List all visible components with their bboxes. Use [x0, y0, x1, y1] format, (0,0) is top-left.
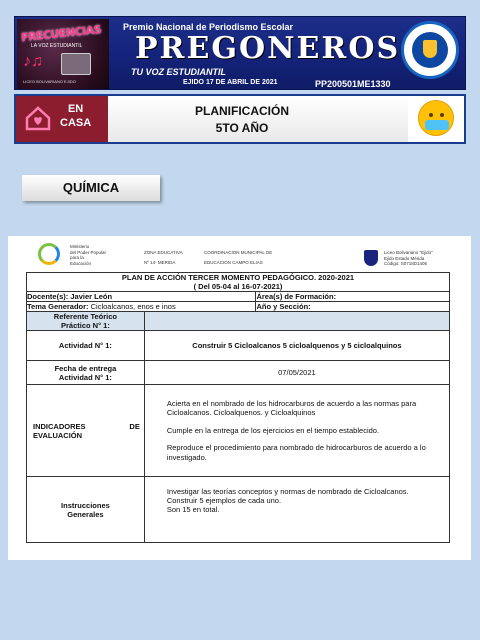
- fecha-line: Fecha de entrega: [54, 363, 117, 373]
- indicador-item: Reproduce el procedimiento para nombrado de hidrocarburos de acuerdo a lo investigado.: [166, 443, 426, 462]
- ministry-line: del Poder Popular: [70, 249, 107, 255]
- ministry-line: Ministerio: [70, 244, 90, 249]
- en-casa-line2: CASA: [60, 117, 92, 129]
- instrucciones-line: Generales: [67, 509, 104, 519]
- en-casa-line1: EN: [67, 103, 84, 115]
- radio-logo-panel: [17, 19, 109, 89]
- school-info: [384, 250, 433, 267]
- banner-tagline: TU VOZ ESTUDIANTIL: [131, 67, 226, 77]
- referente-value: [144, 312, 449, 331]
- indicadores-word: INDICADORES: [33, 421, 86, 431]
- area-label: Área(s) de Formación:: [256, 292, 450, 302]
- en-casa-logo: [16, 96, 108, 142]
- evaluacion-word: EVALUACIÓN: [33, 430, 83, 440]
- indicadores-label: [27, 385, 145, 477]
- mask-emoji-panel: [408, 96, 464, 142]
- emoji-eye: [440, 113, 444, 117]
- instrucciones-label: [27, 477, 145, 543]
- radio-footer: LICEO BOLIVARIANO EJIDO: [23, 79, 76, 84]
- actividad-label: Actividad N° 1:: [27, 331, 145, 361]
- referente-line: Práctico N° 1:: [60, 321, 110, 330]
- fecha-line: Actividad N° 1:: [58, 372, 112, 382]
- seal-shield-icon: [423, 40, 437, 58]
- table-row: [27, 477, 450, 543]
- zona-line: Nº 14- MERIDA: [144, 260, 176, 265]
- plan-title-line: PLAN DE ACCIÓN TERCER MOMENTO PEDAGÓGICO. 2020-2021: [121, 273, 355, 282]
- table-row: [27, 312, 450, 331]
- tema-cell: [27, 302, 256, 312]
- tema-label: Tema Generador:: [27, 302, 89, 311]
- instrucciones-list: [144, 477, 449, 543]
- referente-line: Referente Teórico: [53, 312, 118, 321]
- school-line: Ejido Estado Mérida: [384, 255, 425, 261]
- ministry-logo-icon: [38, 243, 60, 265]
- coordinacion: [204, 248, 272, 268]
- table-row: [27, 361, 450, 385]
- indicadores-list: [144, 385, 449, 477]
- instrucciones-line: Instrucciones: [61, 500, 110, 510]
- ministry-line: Educación: [70, 260, 92, 266]
- banner-date: EJIDO 17 DE ABRIL DE 2021: [183, 79, 278, 86]
- ministry-name: [70, 244, 106, 266]
- docente-label: Docente(s):: [27, 292, 69, 301]
- tema-value: Cicloalcanos, enos e inos: [90, 302, 176, 311]
- plan-document: [8, 236, 471, 560]
- table-row: [27, 385, 450, 477]
- banner-title: PREGONEROS: [135, 31, 401, 66]
- school-seal-icon: [401, 21, 459, 79]
- zona-educativa: [144, 248, 183, 268]
- music-notes-icon: ♪♫: [23, 53, 43, 70]
- banner-code: PP200501ME1330: [315, 79, 391, 89]
- school-line: Código: S0718D1406: [384, 261, 428, 266]
- table-row: [27, 273, 450, 292]
- plan-table: [26, 272, 450, 543]
- face-mask: [425, 120, 449, 130]
- award-line: Premio Nacional de Periodismo Escolar: [123, 22, 294, 32]
- docente-cell: [27, 292, 256, 302]
- planning-title: PLANIFICACIÓN: [195, 104, 289, 118]
- en-casa-text: [60, 102, 91, 130]
- grade-title: 5TO AÑO: [215, 121, 269, 135]
- radio-icon: [61, 53, 91, 75]
- docente-value: Javier León: [70, 292, 113, 301]
- referente-label: [27, 312, 145, 331]
- table-row: [27, 292, 450, 302]
- fecha-value: 07/05/2021: [144, 361, 449, 385]
- radio-logo: FRECUENCIAS: [20, 23, 102, 45]
- document-header: [8, 236, 471, 272]
- emoji-eye: [429, 113, 433, 117]
- indicadores-de: DE: [129, 421, 140, 431]
- subject-tab: QUÍMICA: [22, 175, 160, 201]
- table-row: [27, 302, 450, 312]
- coord-line: EDUCACION CAMPO ELIAS: [204, 260, 263, 265]
- table-row: [27, 331, 450, 361]
- radio-subtitle: LA VOZ ESTUDIANTIL: [31, 43, 83, 49]
- coord-line: COORDINACION MUNICIPAL DE: [204, 250, 273, 255]
- house-heart-icon: [24, 104, 52, 132]
- school-crest-icon: [364, 250, 378, 266]
- anio-label: Año y Sección:: [256, 302, 450, 312]
- indicador-item: Acierta en el nombrado de los hidrocarburos de acuerdo a las normas para Cicloalcanos. Cicloalquenos. y Cicloalquinos: [166, 398, 417, 418]
- indicadores-line: [33, 422, 140, 431]
- instruccion-item: Investigar las teorías conceptos y normas de nombrado de Cicloalcanos.: [166, 487, 409, 496]
- planning-header: [14, 94, 466, 144]
- ministry-line: para la: [70, 255, 84, 260]
- instruccion-item: Construir 5 ejemplos de cada uno.: [166, 496, 282, 505]
- plan-period: ( Del 05-04 al 16-07-2021): [193, 282, 283, 291]
- fecha-label: [27, 361, 145, 385]
- mask-emoji-icon: [418, 100, 454, 136]
- school-line: Liceo Bolivariano "Ejido": [384, 250, 433, 255]
- indicador-item: Cumple en la entrega de los ejercicios en el tiempo establecido.: [166, 425, 380, 435]
- plan-title: [27, 273, 450, 292]
- instruccion-item: Son 15 en total.: [166, 505, 220, 514]
- zona-line: ZONA EDUCATIVA: [144, 250, 183, 255]
- pregoneros-banner: [14, 16, 466, 90]
- actividad-value: Construir 5 Cicloalcanos 5 cicloalquenos y 5 cicloalquinos: [144, 331, 449, 361]
